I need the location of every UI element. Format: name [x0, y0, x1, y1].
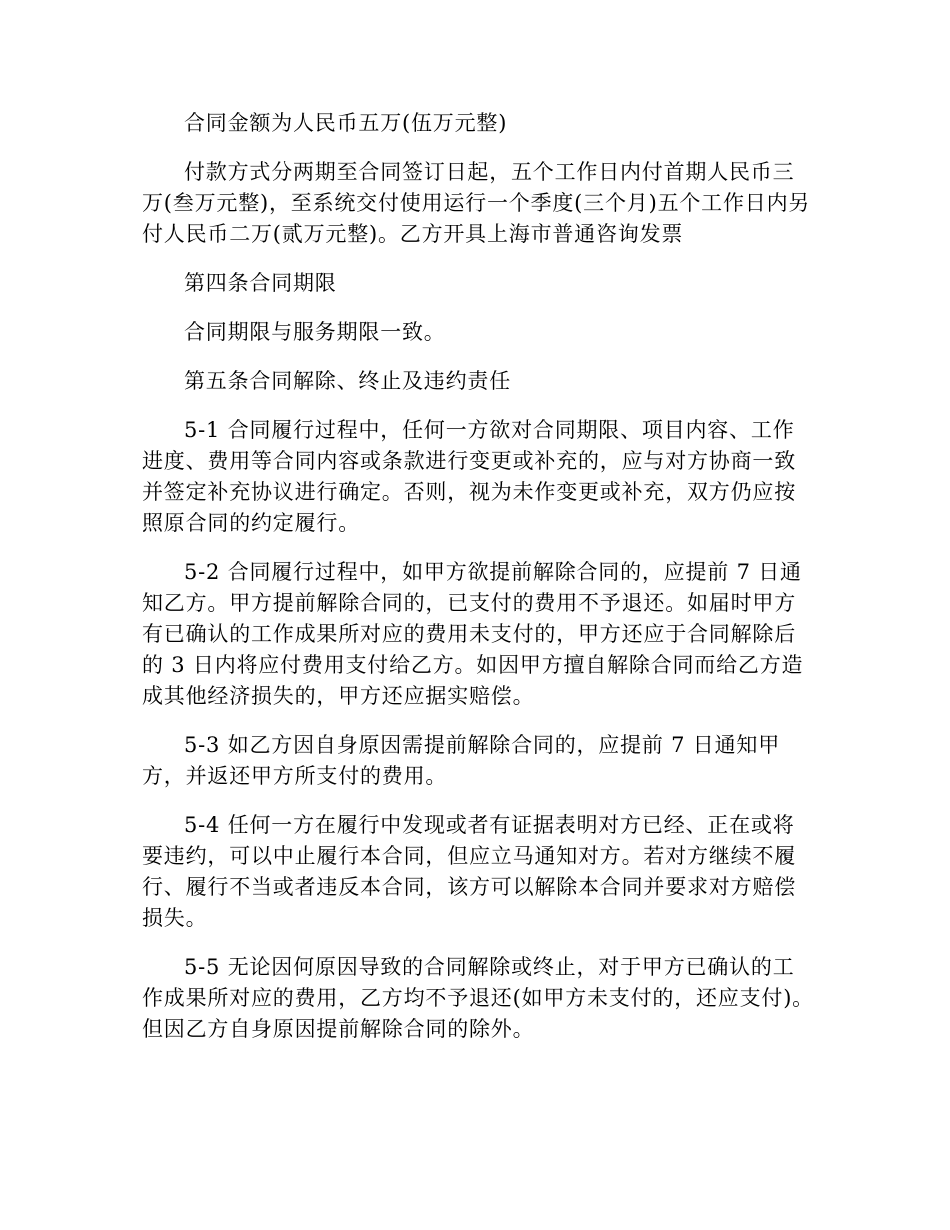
- article-four-heading: 第四条合同期限: [184, 271, 337, 295]
- payment-method-paragraph: 付款方式分两期至合同签订日起，五个工作日内付首期人民币三万(叁万元整)，至系统交付使用运行一个季度(三个月)五个工作日内另付人民币二万(贰万元整)。乙方开具上海市普通咨询发票: [142, 160, 811, 246]
- clause-5-4-paragraph: 5-4 任何一方在履行中发现或者有证据表明对方已经、正在或将要违约，可以中止履行本合同，但应立马通知对方。若对方继续不履行、履行不当或者违反本合同，该方可以解除本合同并要求对方赔偿损失。: [142, 813, 796, 930]
- document-page: [142, 108, 814, 1063]
- contract-term-paragraph: 合同期限与服务期限一致。: [184, 320, 446, 344]
- clause-5-5-paragraph: 5-5 无论因何原因导致的合同解除或终止，对于甲方已确认的工作成果所对应的费用，乙方均不予退还(如甲方未支付的，还应支付)。但因乙方自身原因提前解除合同的除外。: [142, 955, 814, 1041]
- clause-5-3-paragraph: 5-3 如乙方因自身原因需提前解除合同的，应提前 7 日通知甲方，并返还甲方所支付的费用。: [142, 733, 781, 788]
- clause-5-2-paragraph: 5-2 合同履行过程中，如甲方欲提前解除合同的，应提前 7 日通知乙方。甲方提前解除合同的，已支付的费用不予退还。如届时甲方有已确认的工作成果所对应的费用未支付的，甲方还应于合同解除后的 3 日内将应付费用支付给乙方。如因甲方擅自解除合同而给乙方造成其他经济损失的，甲方还应据实赔偿。: [142, 560, 804, 708]
- article-five-heading: 第五条合同解除、终止及违约责任: [184, 369, 511, 393]
- contract-amount-paragraph: 合同金额为人民币五万(伍万元整): [184, 111, 508, 135]
- clause-5-1-paragraph: 5-1 合同履行过程中，任何一方欲对合同期限、项目内容、工作进度、费用等合同内容或条款进行变更或补充的，应与对方协商一致并签定补充协议进行确定。否则，视为未作变更或补充，双方仍应按照原合同的约定履行。: [142, 418, 796, 535]
